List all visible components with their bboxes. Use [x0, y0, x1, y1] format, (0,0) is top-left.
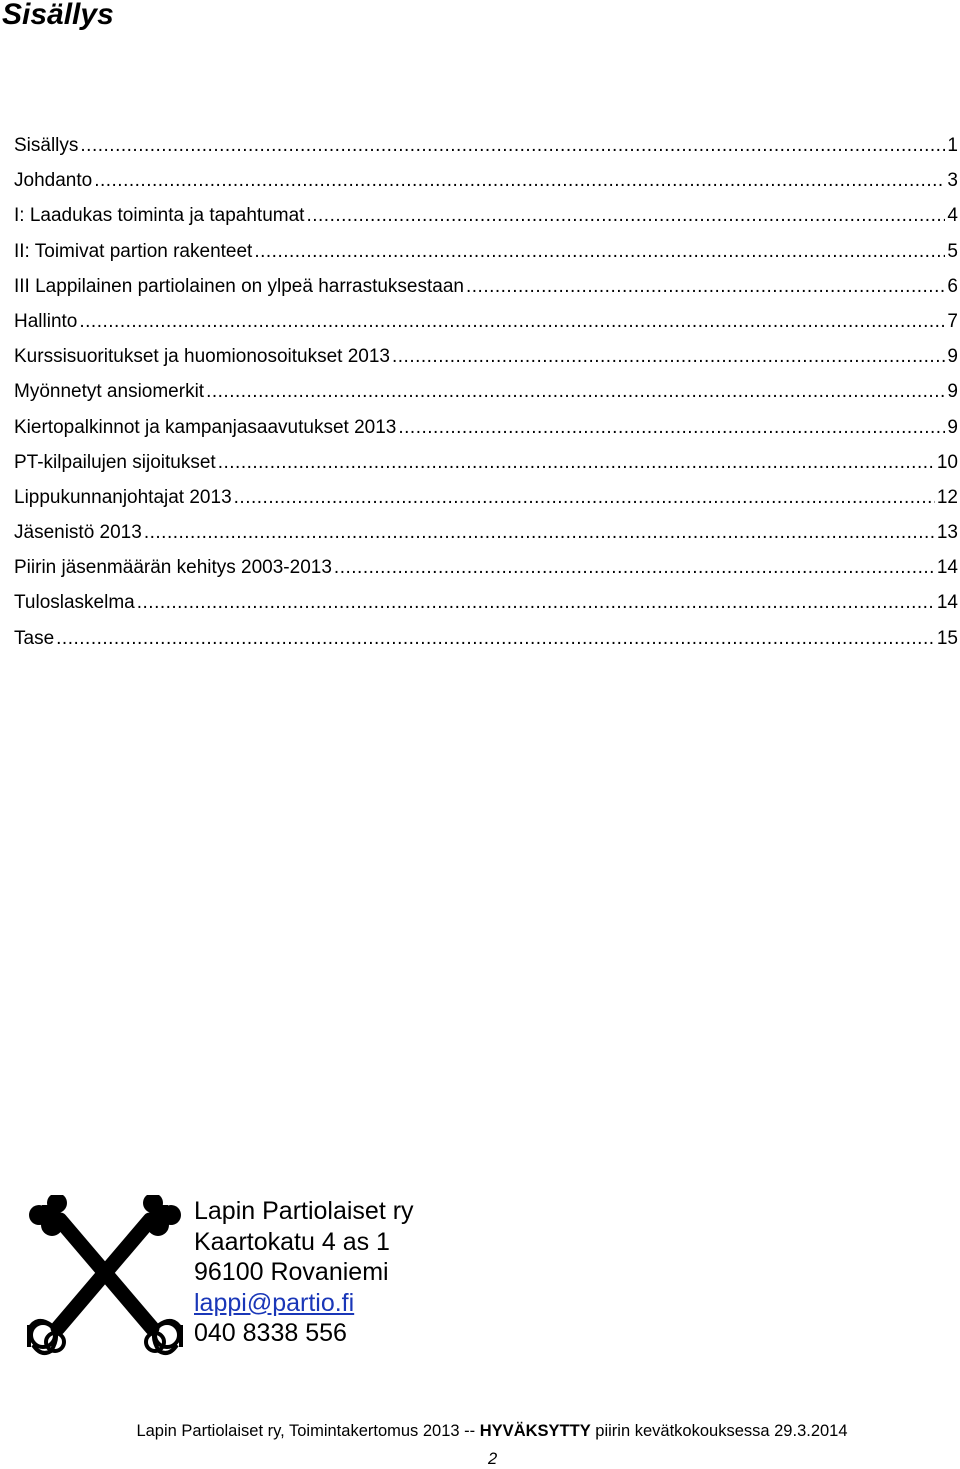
- toc-dot-leader: [306, 202, 945, 230]
- street-address: Kaartokatu 4 as 1: [194, 1227, 390, 1256]
- toc-dot-leader: [334, 554, 935, 582]
- toc-entry-page: 10: [936, 451, 958, 473]
- toc-entry-page: 3: [947, 170, 958, 192]
- toc-entry[interactable]: [14, 519, 958, 554]
- toc-dot-leader: [392, 343, 945, 371]
- page-heading: Sisällys: [2, 0, 114, 31]
- toc-entry-title: Kiertopalkinnot ja kampanjasaavutukset 2013: [14, 416, 397, 438]
- toc-entry-page: 12: [936, 486, 958, 508]
- toc-entry[interactable]: [14, 378, 958, 413]
- page-footer: [0, 1422, 960, 1441]
- toc-entry[interactable]: [14, 132, 958, 167]
- toc-dot-leader: [234, 484, 935, 512]
- toc-entry-title: Tuloslaskelma: [14, 592, 135, 614]
- toc-dot-leader: [254, 238, 945, 266]
- toc-entry-title: I: Laadukas toiminta ja tapahtumat: [14, 205, 305, 227]
- toc-entry-page: 15: [936, 627, 958, 649]
- toc-entry[interactable]: [14, 414, 958, 449]
- toc-entry[interactable]: [14, 484, 958, 519]
- toc-entry[interactable]: [14, 343, 958, 378]
- toc-entry-title: Jäsenistö 2013: [14, 522, 142, 544]
- toc-dot-leader: [218, 449, 935, 477]
- footer-meeting: piirin kevätkokouksessa 29.3.2014: [595, 1422, 848, 1440]
- toc-entry-page: 1: [947, 135, 958, 156]
- toc-entry-page: 9: [947, 346, 958, 368]
- toc-entry[interactable]: [14, 202, 958, 237]
- toc-entry-page: 9: [947, 416, 958, 438]
- toc-entry[interactable]: [14, 449, 958, 484]
- toc-entry-page: 14: [936, 592, 958, 614]
- toc-dot-leader: [206, 378, 945, 406]
- toc-entry[interactable]: [14, 308, 958, 343]
- contact-block: [194, 1196, 414, 1349]
- toc-dot-leader: [56, 625, 935, 653]
- toc-entry-page: 5: [947, 240, 958, 262]
- postal-address: 96100 Rovaniemi: [194, 1258, 389, 1286]
- toc-entry-title: Kurssisuoritukset ja huomionosoitukset 2013: [14, 346, 390, 368]
- toc-entry-title: II: Toimivat partion rakenteet: [14, 240, 253, 262]
- toc-entry-page: 4: [947, 205, 958, 227]
- footer-text: Lapin Partiolaiset ry, Toimintakertomus 2013 --: [136, 1422, 476, 1440]
- toc-entry-title: Sisällys: [14, 135, 79, 156]
- toc-entry-title: Piirin jäsenmäärän kehitys 2003-2013: [14, 557, 332, 579]
- toc-dot-leader: [137, 589, 935, 617]
- toc-entry[interactable]: [14, 238, 958, 273]
- toc-entry-page: 7: [947, 310, 958, 332]
- toc-entry[interactable]: [14, 167, 958, 202]
- toc-entry-title: III Lappilainen partiolainen on ylpeä harrastuksestaan: [14, 275, 464, 297]
- toc-dot-leader: [466, 273, 945, 301]
- toc-entry-title: Hallinto: [14, 310, 78, 332]
- toc-entry-page: 9: [947, 381, 958, 403]
- toc-entry[interactable]: [14, 554, 958, 589]
- toc-entry-page: 6: [947, 275, 958, 297]
- table-of-contents: [14, 132, 958, 660]
- toc-dot-leader: [144, 519, 935, 547]
- toc-entry-page: 13: [936, 522, 958, 544]
- organization-name: Lapin Partiolaiset ry: [194, 1197, 414, 1225]
- toc-entry-title: Johdanto: [14, 170, 93, 192]
- page-number: 2: [488, 1450, 498, 1468]
- toc-dot-leader: [80, 132, 945, 160]
- crossed-staves-logo: [25, 1195, 185, 1360]
- toc-entry[interactable]: [14, 273, 958, 308]
- toc-entry-title: Lippukunnanjohtajat 2013: [14, 486, 232, 508]
- toc-dot-leader: [398, 414, 945, 442]
- toc-entry-page: 14: [936, 557, 958, 579]
- toc-entry-title: Myönnetyt ansiomerkit: [14, 381, 205, 403]
- toc-dot-leader: [79, 308, 945, 336]
- toc-entry[interactable]: [14, 589, 958, 624]
- toc-dot-leader: [94, 167, 945, 195]
- toc-entry-title: Tase: [14, 627, 55, 649]
- phone-number: 040 8338 556: [194, 1319, 347, 1347]
- email-link[interactable]: lappi@partio.fi: [194, 1288, 355, 1317]
- footer-approved: HYVÄKSYTTY: [479, 1422, 591, 1440]
- toc-entry[interactable]: [14, 625, 958, 660]
- toc-entry-title: PT-kilpailujen sijoitukset: [14, 451, 216, 473]
